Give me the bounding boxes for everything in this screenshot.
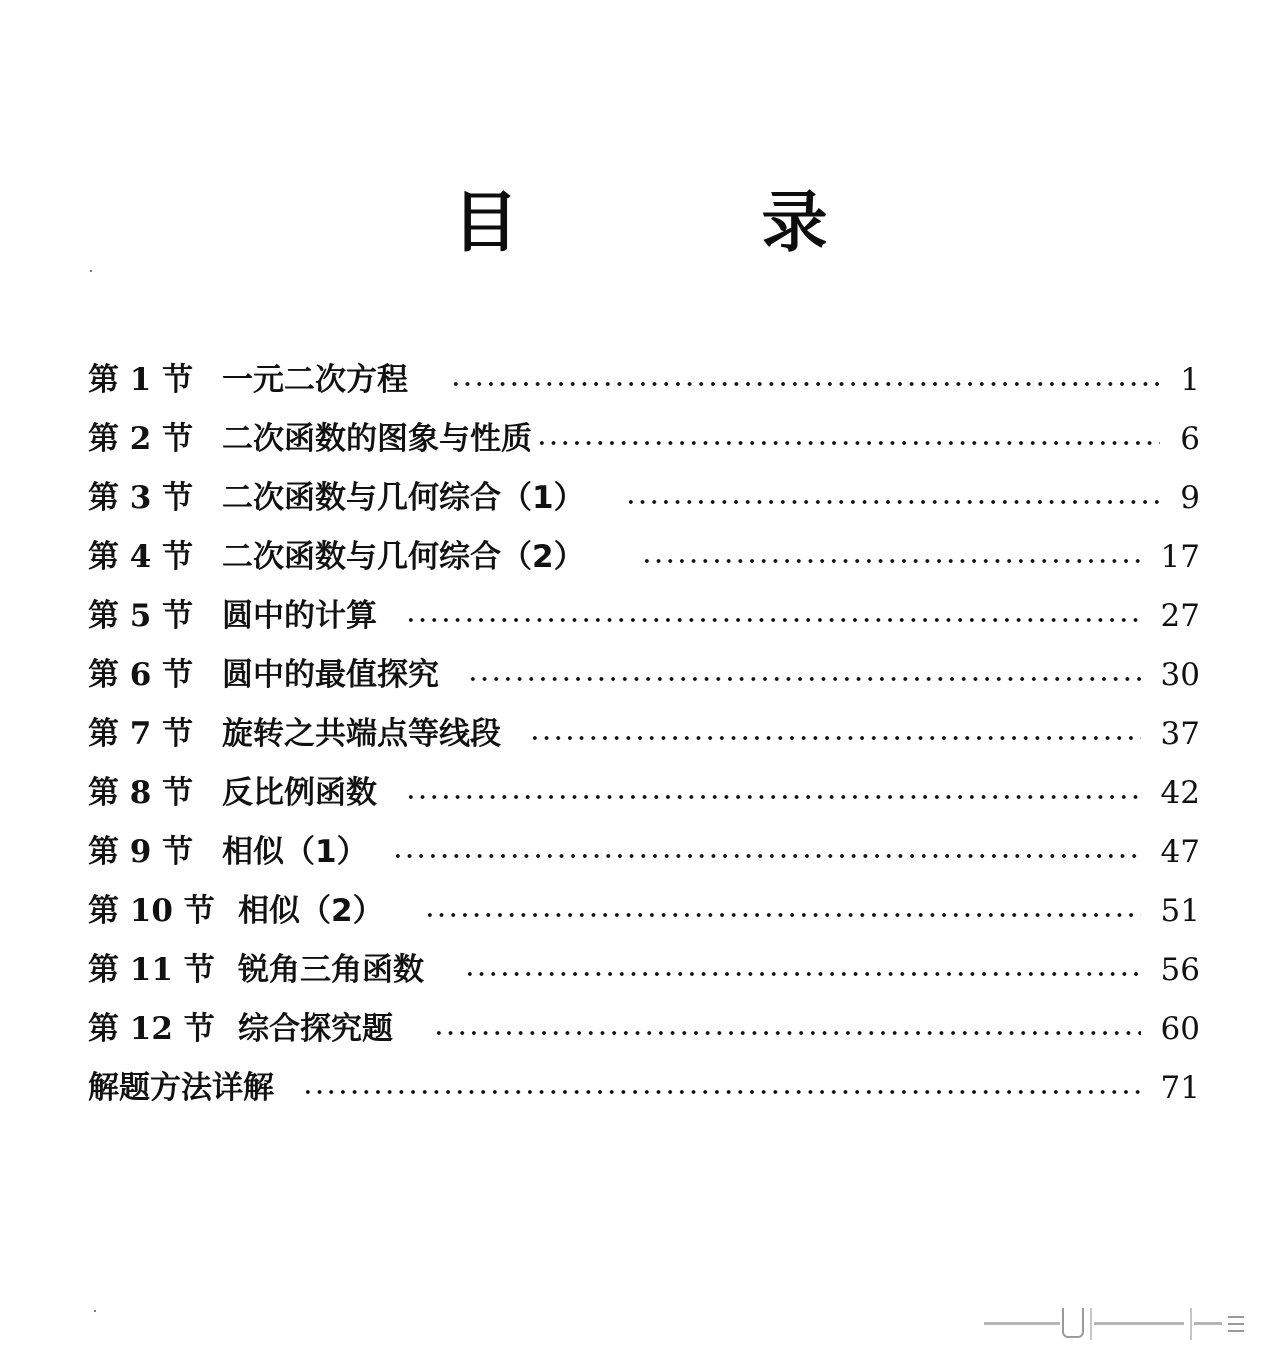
toc-page-number: 6 — [1180, 420, 1200, 457]
toc-section-number: 第 9 节 — [88, 833, 194, 870]
scroll-tick — [1090, 1308, 1092, 1340]
toc-section-number: 第 10 节 — [88, 892, 215, 929]
toc-section-title: 圆中的计算 — [222, 597, 377, 634]
dot-leader — [405, 617, 1141, 623]
dot-leader — [467, 676, 1141, 682]
toc-entry-label — [88, 891, 384, 931]
toc-section-title: 二次函数的图象与性质 — [222, 420, 532, 457]
scroll-track-line — [1094, 1322, 1184, 1325]
toc-page-number: 60 — [1160, 1010, 1200, 1047]
toc-section-title: 相似（1） — [222, 833, 368, 870]
dot-leader — [464, 971, 1141, 977]
toc-section-title: 二次函数与几何综合（2） — [222, 538, 585, 575]
toc-entry-label — [88, 1009, 393, 1049]
toc-page-number: 71 — [1160, 1069, 1200, 1106]
toc-page-number: 37 — [1160, 715, 1200, 752]
toc-section-number: 第 2 节 — [88, 420, 194, 457]
toc-section-number: 第 8 节 — [88, 774, 194, 811]
toc-page-number: 17 — [1160, 538, 1200, 575]
toc-page-number: 56 — [1160, 951, 1200, 988]
toc-entry[interactable] — [88, 704, 1200, 763]
toc-section-title: 一元二次方程 — [222, 361, 408, 398]
toc-section-title: 二次函数与几何综合（1） — [222, 479, 585, 516]
toc-section-title: 相似（2） — [238, 892, 384, 929]
dot-leader — [529, 735, 1141, 741]
toc-entry[interactable] — [88, 1058, 1200, 1117]
toc-entry-label — [88, 478, 585, 518]
toc-entry[interactable] — [88, 468, 1200, 527]
dot-leader — [405, 794, 1141, 800]
dot-leader — [392, 853, 1141, 859]
page-scroll-indicator[interactable] — [984, 1306, 1254, 1342]
toc-entry[interactable] — [88, 881, 1200, 940]
dot-leader — [625, 499, 1160, 505]
toc-entry-label — [88, 714, 501, 754]
toc-entry[interactable] — [88, 999, 1200, 1058]
dot-leader — [450, 381, 1160, 387]
toc-entry[interactable] — [88, 822, 1200, 881]
dot-leader — [302, 1089, 1141, 1095]
dot-leader — [424, 912, 1141, 918]
toc-entry-label — [88, 832, 368, 872]
toc-page-number: 27 — [1160, 597, 1200, 634]
toc-section-number: 第 11 节 — [88, 951, 215, 988]
toc-section-number: 第 3 节 — [88, 479, 194, 516]
toc-section-number: 第 7 节 — [88, 715, 194, 752]
toc-section-number: 第 12 节 — [88, 1010, 215, 1047]
toc-entry[interactable] — [88, 350, 1200, 409]
toc-section-title: 解题方法详解 — [88, 1069, 274, 1106]
toc-entry[interactable] — [88, 940, 1200, 999]
toc-section-number: 第 1 节 — [88, 361, 194, 398]
toc-section-title: 锐角三角函数 — [238, 951, 424, 988]
toc-page-number: 51 — [1160, 892, 1200, 929]
toc-entry-label — [88, 537, 585, 577]
dot-leader — [641, 558, 1141, 564]
toc-page-number: 47 — [1160, 833, 1200, 870]
toc-entry-label — [88, 360, 408, 400]
toc-entry-label — [88, 419, 532, 459]
toc-section-number: 第 5 节 — [88, 597, 194, 634]
toc-page-number: 42 — [1160, 774, 1200, 811]
toc-entry-label — [88, 950, 424, 990]
toc-entry-label — [88, 773, 377, 813]
toc-entry-label — [88, 596, 377, 636]
toc-entry-label — [88, 655, 439, 695]
toc-entry[interactable] — [88, 409, 1200, 468]
toc-entry[interactable] — [88, 586, 1200, 645]
toc-entry[interactable] — [88, 763, 1200, 822]
toc-section-number: 第 4 节 — [88, 538, 194, 575]
toc-section-title: 综合探究题 — [238, 1010, 393, 1047]
toc-entry[interactable] — [88, 527, 1200, 586]
scroll-handle-icon[interactable] — [1062, 1308, 1084, 1338]
scan-speck — [90, 270, 92, 272]
dot-leader — [536, 440, 1160, 446]
scan-speck — [94, 1310, 96, 1312]
scroll-track-line — [984, 1322, 1060, 1325]
toc-page-number: 30 — [1160, 656, 1200, 693]
table-of-contents — [88, 350, 1200, 1117]
scroll-tick — [1190, 1308, 1192, 1340]
toc-section-title: 反比例函数 — [222, 774, 377, 811]
scroll-track-line — [1194, 1322, 1222, 1325]
toc-entry-label — [88, 1068, 274, 1108]
toc-entry[interactable] — [88, 645, 1200, 704]
toc-section-title: 旋转之共端点等线段 — [222, 715, 501, 752]
toc-section-title: 圆中的最值探究 — [222, 656, 439, 693]
page-title: 目 录 — [452, 184, 938, 261]
menu-icon[interactable] — [1228, 1314, 1244, 1334]
dot-leader — [433, 1030, 1141, 1036]
toc-section-number: 第 6 节 — [88, 656, 194, 693]
toc-page-number: 9 — [1180, 479, 1200, 516]
toc-page-number: 1 — [1180, 361, 1200, 398]
